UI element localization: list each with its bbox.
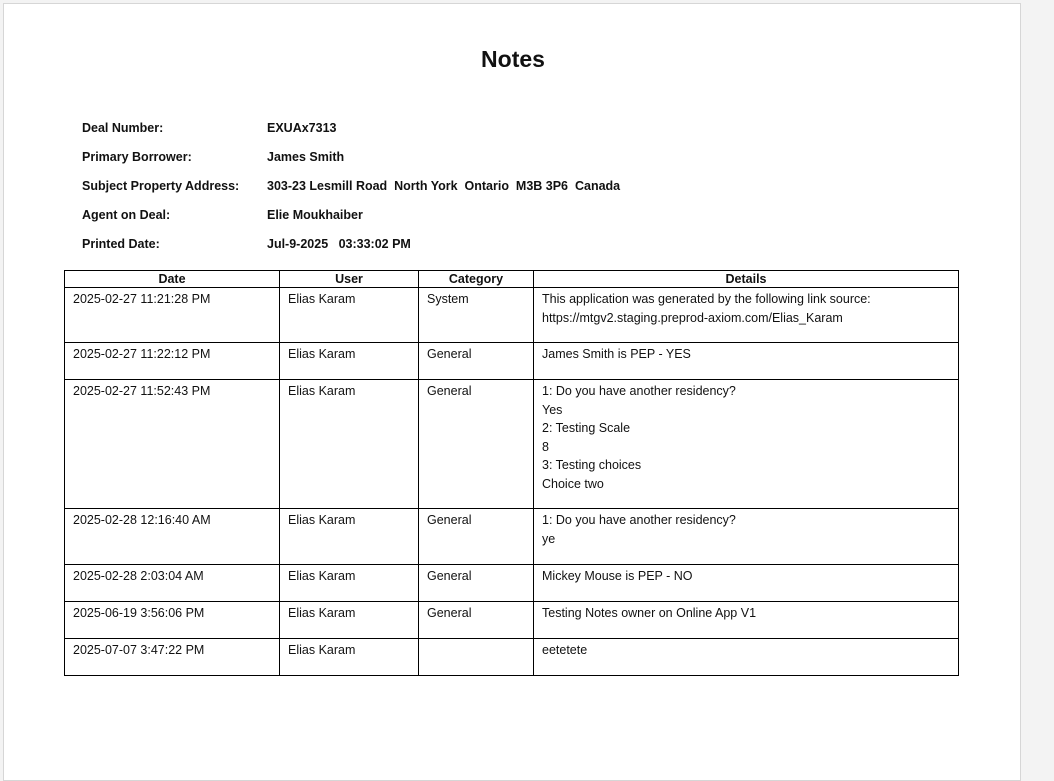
document-page bbox=[3, 3, 1021, 781]
meta-label: Primary Borrower: bbox=[82, 150, 192, 164]
meta-value: Elie Moukhaiber bbox=[267, 208, 363, 222]
table-header-row bbox=[65, 271, 959, 288]
category-cell: System bbox=[419, 288, 534, 343]
column-header-details: Details bbox=[534, 271, 959, 288]
meta-label: Printed Date: bbox=[82, 237, 160, 251]
details-cell: eetetete bbox=[534, 639, 959, 676]
category-cell: General bbox=[419, 380, 534, 509]
details-cell: 1: Do you have another residency? ye bbox=[534, 509, 959, 565]
table-row bbox=[65, 288, 959, 343]
category-cell: General bbox=[419, 602, 534, 639]
category-cell bbox=[419, 639, 534, 676]
column-header-user: User bbox=[280, 271, 419, 288]
date-cell: 2025-07-07 3:47:22 PM bbox=[65, 639, 280, 676]
notes-table bbox=[64, 270, 959, 676]
table-row bbox=[65, 565, 959, 602]
column-header-date: Date bbox=[65, 271, 280, 288]
date-cell: 2025-02-27 11:21:28 PM bbox=[65, 288, 280, 343]
details-cell: James Smith is PEP - YES bbox=[534, 343, 959, 380]
meta-value: EXUAx7313 bbox=[267, 121, 337, 135]
details-cell: 1: Do you have another residency? Yes 2: Testing Scale 8 3: Testing choices Choice two bbox=[534, 380, 959, 509]
date-cell: 2025-02-28 2:03:04 AM bbox=[65, 565, 280, 602]
table-row bbox=[65, 639, 959, 676]
category-cell: General bbox=[419, 343, 534, 380]
user-cell: Elias Karam bbox=[280, 343, 419, 380]
page-title: Notes bbox=[481, 46, 545, 72]
meta-label: Deal Number: bbox=[82, 121, 164, 135]
meta-value: Jul-9-2025 03:33:02 PM bbox=[267, 237, 411, 251]
user-cell: Elias Karam bbox=[280, 565, 419, 602]
meta-value: 303-23 Lesmill Road North York Ontario M3B 3P6 Canada bbox=[267, 179, 621, 193]
date-cell: 2025-06-19 3:56:06 PM bbox=[65, 602, 280, 639]
category-cell: General bbox=[419, 565, 534, 602]
date-cell: 2025-02-27 11:22:12 PM bbox=[65, 343, 280, 380]
table-row bbox=[65, 509, 959, 565]
user-cell: Elias Karam bbox=[280, 602, 419, 639]
date-cell: 2025-02-28 12:16:40 AM bbox=[65, 509, 280, 565]
user-cell: Elias Karam bbox=[280, 288, 419, 343]
table-row bbox=[65, 380, 959, 509]
details-cell: Mickey Mouse is PEP - NO bbox=[534, 565, 959, 602]
meta-value: James Smith bbox=[267, 150, 345, 164]
meta-label: Subject Property Address: bbox=[82, 179, 240, 193]
user-cell: Elias Karam bbox=[280, 509, 419, 565]
details-cell: Testing Notes owner on Online App V1 bbox=[534, 602, 959, 639]
date-cell: 2025-02-27 11:52:43 PM bbox=[65, 380, 280, 509]
details-cell: This application was generated by the following link source: https://mtgv2.staging.preprod-axiom.com/Elias_Karam bbox=[534, 288, 959, 343]
category-cell: General bbox=[419, 509, 534, 565]
meta-label: Agent on Deal: bbox=[82, 208, 171, 222]
user-cell: Elias Karam bbox=[280, 380, 419, 509]
column-header-category: Category bbox=[419, 271, 534, 288]
table-row bbox=[65, 343, 959, 380]
user-cell: Elias Karam bbox=[280, 639, 419, 676]
table-row bbox=[65, 602, 959, 639]
